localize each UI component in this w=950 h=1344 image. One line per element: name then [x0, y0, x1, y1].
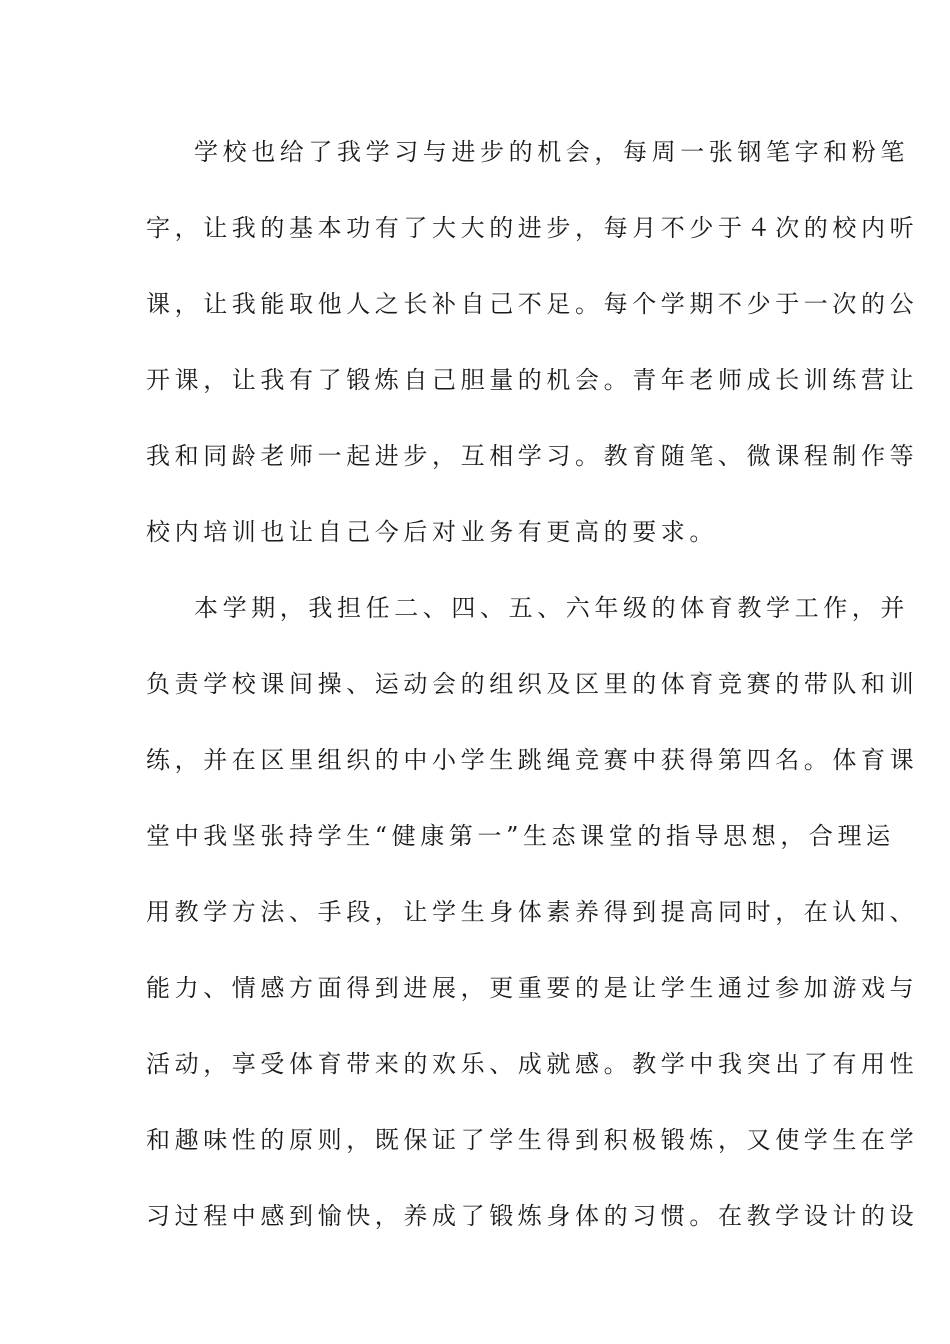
paragraph-line: 练，并在区里组织的中小学生跳绳竞赛中获得第四名。体育课 [146, 746, 919, 774]
paragraph-line: 能力、情感方面得到进展，更重要的是让学生通过参加游戏与 [146, 974, 919, 1002]
paragraph-line: 堂中我坚张持学生“健康第一”生态课堂的指导思想，合理运 [146, 822, 895, 850]
paragraph-line: 本学期，我担任二、四、五、六年级的体育教学工作，并 [194, 594, 909, 622]
paragraph-line: 习过程中感到愉快，养成了锻炼身体的习惯。在教学设计的设 [146, 1202, 919, 1230]
paragraph-line: 开课，让我有了锻炼自己胆量的机会。青年老师成长训练营让 [146, 366, 919, 394]
paragraph-line: 用教学方法、手段，让学生身体素养得到提高同时，在认知、 [146, 898, 919, 926]
paragraph-line: 课，让我能取他人之长补自己不足。每个学期不少于一次的公 [146, 290, 919, 318]
paragraph-line: 字，让我的基本功有了大大的进步，每月不少于４次的校内听 [146, 214, 919, 242]
paragraph-line: 活动，享受体育带来的欢乐、成就感。教学中我突出了有用性 [146, 1050, 919, 1078]
paragraph-line: 负责学校课间操、运动会的组织及区里的体育竞赛的带队和训 [146, 670, 919, 698]
paragraph-line: 我和同龄老师一起进步，互相学习。教育随笔、微课程制作等 [146, 442, 919, 470]
paragraph-line: 学校也给了我学习与进步的机会，每周一张钢笔字和粉笔 [194, 138, 909, 166]
paragraph-line: 和趣味性的原则，既保证了学生得到积极锻炼，又使学生在学 [146, 1126, 919, 1154]
paragraph-line: 校内培训也让自己今后对业务有更高的要求。 [146, 518, 718, 546]
